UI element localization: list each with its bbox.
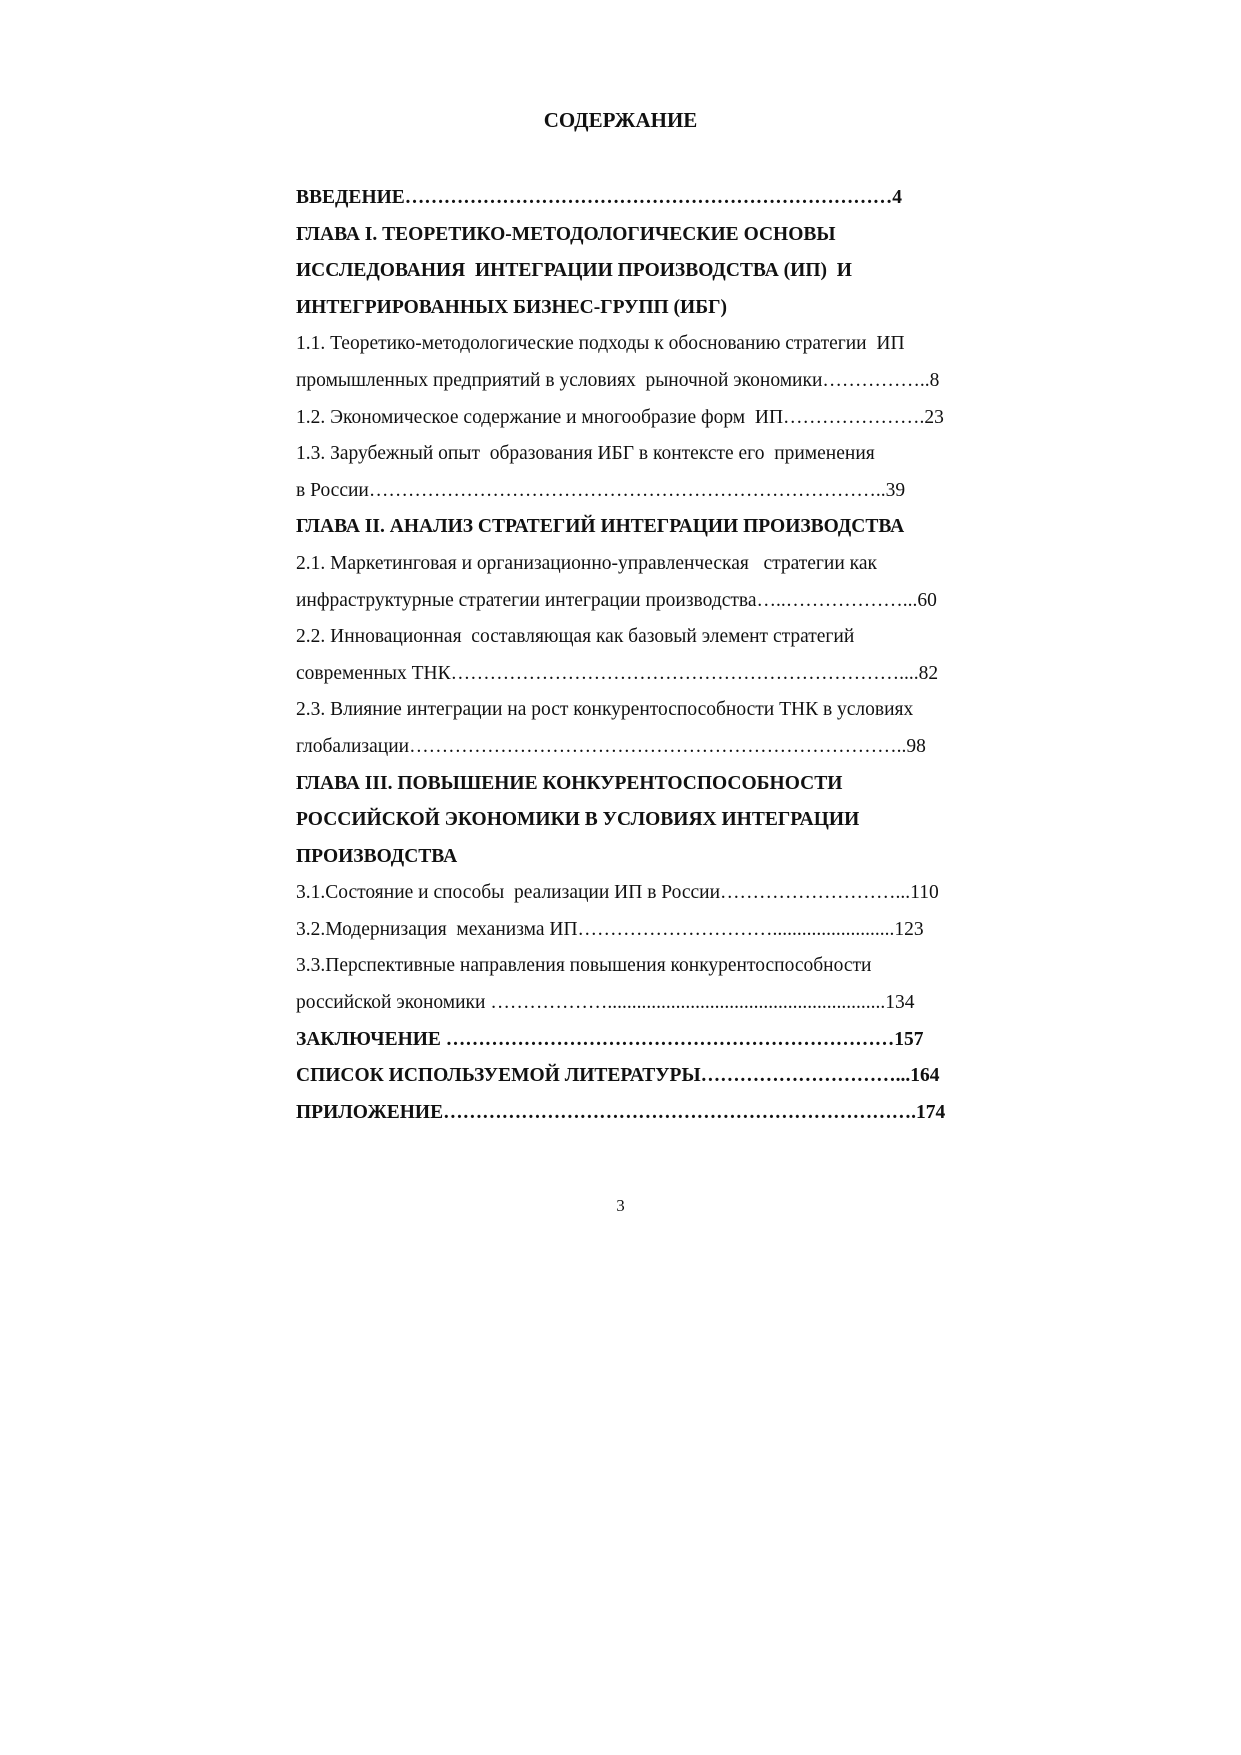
toc-line: 3.3.Перспективные направления повышения конкурентоспособности bbox=[296, 955, 872, 977]
toc-line: 1.2. Экономическое содержание и многообразие форм ИП………………….23 bbox=[296, 406, 944, 428]
toc-line: 2.3. Влияние интеграции на рост конкурентоспособности ТНК в условиях bbox=[296, 699, 914, 721]
toc-line: СПИСОК ИСПОЛЬЗУЕМОЙ ЛИТЕРАТУРЫ…………………………...164 bbox=[296, 1065, 940, 1087]
toc-line: 1.3. Зарубежный опыт образования ИБГ в контексте его применения bbox=[296, 443, 875, 465]
toc-line: промышленных предприятий в условиях рыночной экономики……………..8 bbox=[296, 369, 940, 391]
toc-line: российской экономики ……………….........................................................134 bbox=[296, 992, 915, 1014]
table-of-contents bbox=[296, 180, 1016, 1131]
toc-line: ПРИЛОЖЕНИЕ……………………………………………………………….174 bbox=[296, 1101, 946, 1123]
toc-line: 1.1. Теоретико-методологические подходы к обоснованию стратегии ИП bbox=[296, 333, 905, 355]
toc-line: глобализации…………………………………………………………………..98 bbox=[296, 735, 926, 757]
toc-line: в России……………………………………………………………………..39 bbox=[296, 479, 906, 501]
toc-line: 3.2.Модернизация механизма ИП………………………….........................123 bbox=[296, 918, 924, 940]
toc-line: ИССЛЕДОВАНИЯ ИНТЕГРАЦИИ ПРОИЗВОДСТВА (ИП) И bbox=[296, 260, 852, 282]
toc-line: 2.1. Маркетинговая и организационно-управленческая стратегии как bbox=[296, 552, 877, 574]
page-number: 3 bbox=[616, 1196, 625, 1215]
toc-line: ГЛАВА I. ТЕОРЕТИКО-МЕТОДОЛОГИЧЕСКИЕ ОСНОВЫ bbox=[296, 223, 836, 245]
toc-line: ЗАКЛЮЧЕНИЕ ……………………………………………………………157 bbox=[296, 1028, 924, 1050]
toc-line: современных ТНК……………………………………………………………....82 bbox=[296, 662, 939, 684]
toc-line: ПРОИЗВОДСТВА bbox=[296, 845, 458, 867]
toc-line: ВВЕДЕНИЕ…………………………………………………………………4 bbox=[296, 187, 903, 208]
page-title: СОДЕРЖАНИЕ bbox=[543, 108, 698, 132]
toc-line: ГЛАВА II. АНАЛИЗ СТРАТЕГИЙ ИНТЕГРАЦИИ ПРОИЗВОДСТВА bbox=[296, 516, 905, 538]
toc-line: РОССИЙСКОЙ ЭКОНОМИКИ В УСЛОВИЯХ ИНТЕГРАЦИИ bbox=[296, 809, 860, 831]
toc-line: ГЛАВА III. ПОВЫШЕНИЕ КОНКУРЕНТОСПОСОБНОСТИ bbox=[296, 772, 843, 794]
toc-line: 3.1.Состояние и способы реализации ИП в России………………………...110 bbox=[296, 882, 939, 904]
toc-line: инфраструктурные стратегии интеграции производства…..………………...60 bbox=[296, 589, 937, 611]
toc-line: 2.2. Инновационная составляющая как базовый элемент стратегий bbox=[296, 626, 855, 648]
toc-line: ИНТЕГРИРОВАННЫХ БИЗНЕС-ГРУПП (ИБГ) bbox=[296, 296, 728, 318]
